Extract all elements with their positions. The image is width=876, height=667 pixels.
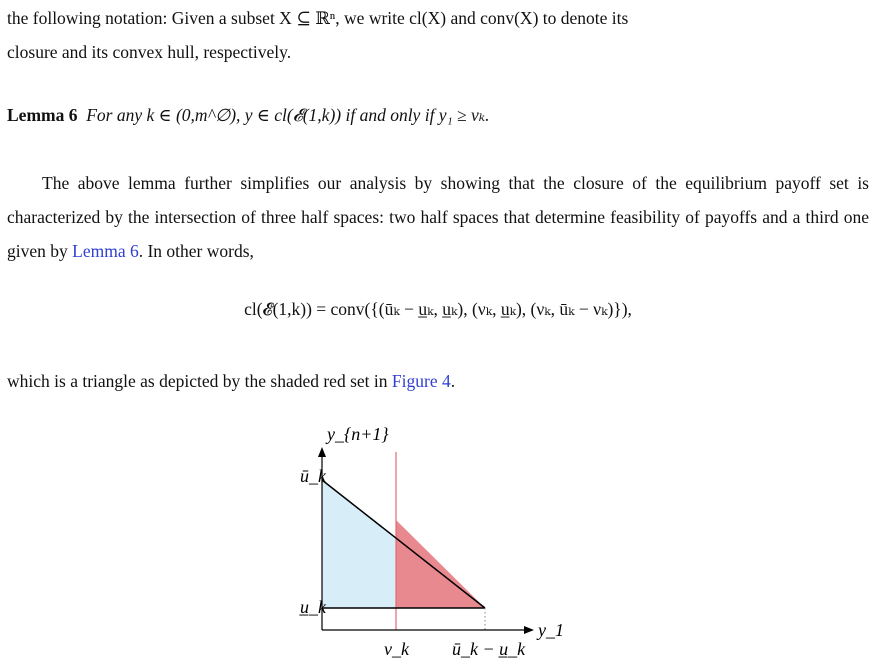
- x-axis-arrow: [524, 626, 534, 634]
- y-axis-arrow: [318, 447, 326, 457]
- x-tick-right: ū_k − u̲_k: [452, 639, 526, 659]
- lemma-6-link[interactable]: Lemma 6: [72, 241, 139, 261]
- x-axis-label: y_1: [538, 620, 564, 640]
- lemma-statement: For any k ∈ (0,m^∅), y ∈ cl(𝓔(1,k)) if and only if y₁ ≥ νₖ.: [86, 105, 490, 125]
- equilibrium-region-red: [396, 520, 485, 608]
- y-axis-label: y_{n+1}: [327, 424, 389, 444]
- main-paragraph-text: The above lemma further simplifies our analysis by showing that the closure of the equilibrium payoff set is characterized by the intersection of three half spaces: two half spaces that determine feasibility of payoffs and a third one given by: [7, 173, 869, 261]
- main-paragraph-tail: . In other words,: [138, 241, 254, 261]
- y-tick-lower: u̲_k: [300, 597, 326, 617]
- intro-line-2: closure and its convex hull, respectively.: [7, 42, 292, 62]
- lemma-label: Lemma 6: [7, 105, 78, 125]
- x-tick-nu: ν_k: [384, 639, 409, 659]
- figure-4-link[interactable]: Figure 4: [391, 371, 451, 391]
- y-tick-upper: ū_k: [300, 466, 326, 486]
- intro-line-1: the following notation: Given a subset X ⊆ ℝⁿ, we write cl(X) and conv(X) to denote its: [7, 8, 629, 28]
- figure-reference-tail: .: [450, 371, 456, 391]
- display-equation: cl(𝓔(1,k)) = conv({(ūₖ − u̲ₖ, u̲ₖ), (νₖ, u̲ₖ), (νₖ, ūₖ − νₖ)}),: [244, 299, 632, 319]
- figure-reference-text: which is a triangle as depicted by the shaded red set in: [7, 371, 392, 391]
